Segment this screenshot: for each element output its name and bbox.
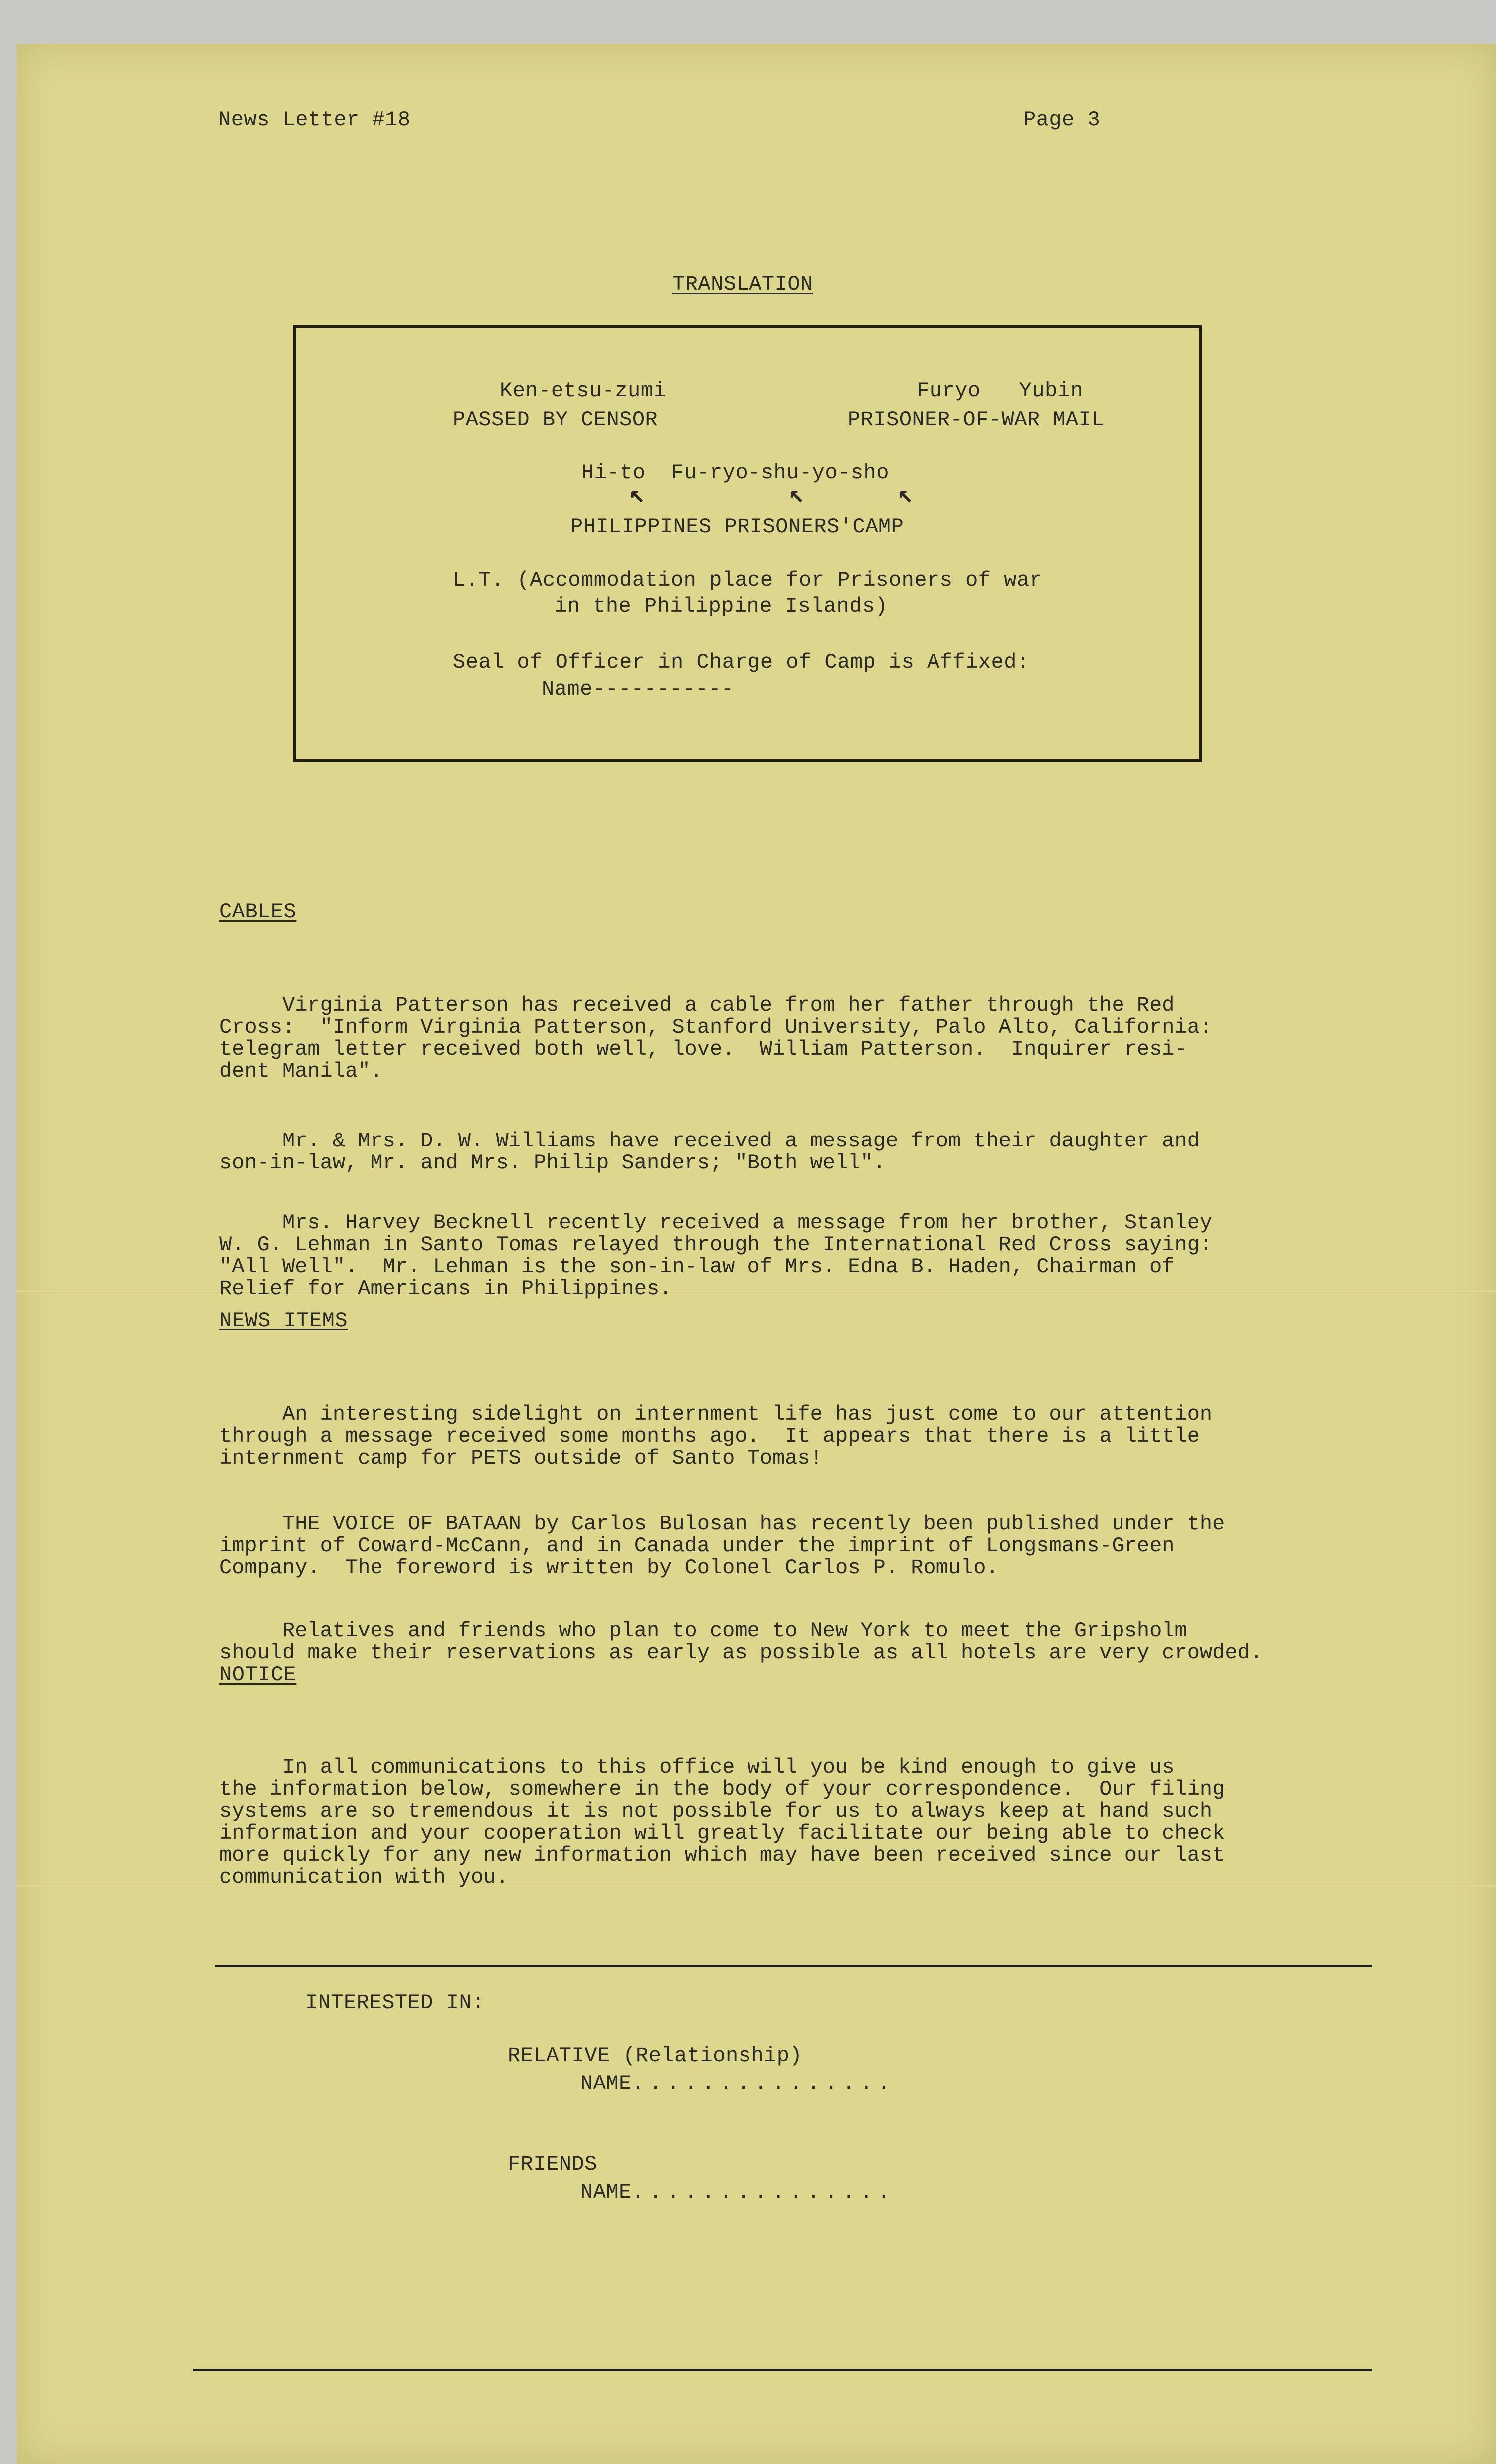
lt-description-line2: in the Philippine Islands)	[555, 594, 888, 618]
news-paragraph: An interesting sidelight on internment life has just come to our attention through a message received some months ago. It appears that there is a little internment camp for PETS outside of Santo Tomas!	[219, 1402, 1213, 1470]
notice-paragraph: In all communications to this office will you be kind enough to give us the information below, somewhere in the body of your correspondence. Our filing systems are so tremendous it is not possible for us to always keep at hand such information and your cooperation will greatly facilitate our being able to check more quickly for any new information which may have been received since our last communication with you.	[219, 1755, 1225, 1889]
divider-bottom	[193, 2369, 1372, 2371]
interested-in-label: INTERESTED IN:	[305, 1991, 485, 2015]
news-items-heading: NEWS ITEMS	[219, 1309, 348, 1332]
seal-line: Seal of Officer in Charge of Camp is Affixed:	[453, 650, 1030, 674]
newsletter-title: News Letter #18	[218, 108, 411, 132]
translation-heading: TRANSLATION	[672, 272, 813, 296]
camp-japanese: Hi-to Fu-ryo-shu-yo-sho	[581, 461, 889, 485]
notice-heading: NOTICE	[219, 1663, 297, 1687]
news-paragraph: THE VOICE OF BATAAN by Carlos Bulosan has recently been published under the imprint of Coward-McCann, and in Canada under the imprint of Longsmans-Green Company. The foreword is written by Colonel Carlos P. Romulo.	[219, 1512, 1225, 1580]
cable-paragraph: Virginia Patterson has received a cable from her father through the Red Cross: "Inform Virginia Patterson, Stanford University, Palo Alto, California: telegram letter received both well, love. William Patterson. Inquirer resi- dent Manila".	[219, 993, 1213, 1083]
arrow-icon: ↖	[789, 481, 805, 510]
relative-name-field: NAME...............	[580, 2072, 895, 2095]
friends-label: FRIENDS	[508, 2152, 597, 2176]
divider-top	[215, 1965, 1372, 1967]
arrow-icon: ↖	[629, 481, 645, 510]
arrow-icon: ↖	[898, 481, 914, 510]
lt-description-line1: L.T. (Accommodation place for Prisoners of war	[453, 569, 1043, 592]
pow-mail-english: PRISONER-OF-WAR MAIL	[848, 408, 1105, 432]
censor-english: PASSED BY CENSOR	[453, 408, 658, 432]
page-number: Page 3	[1023, 108, 1101, 132]
seal-name-line: Name-----------	[542, 677, 734, 701]
pow-mail-japanese: Furyo Yubin	[917, 379, 1084, 403]
news-paragraph: Relatives and friends who plan to come to New York to meet the Gripsholm should make their reservations as early as possible as all hotels are very crowded.	[219, 1619, 1263, 1665]
censor-japanese: Ken-etsu-zumi	[500, 379, 667, 403]
friends-name-field: NAME...............	[580, 2180, 895, 2204]
cables-heading: CABLES	[219, 900, 297, 924]
cable-paragraph: Mr. & Mrs. D. W. Williams have received a message from their daughter and son-in-law, Mr. and Mrs. Philip Sanders; "Both well".	[219, 1129, 1200, 1175]
camp-english: PHILIPPINES PRISONERS'CAMP	[570, 515, 904, 539]
cable-paragraph: Mrs. Harvey Becknell recently received a message from her brother, Stanley W. G. Lehman in Santo Tomas relayed through the International Red Cross saying: "All Well". Mr. Lehman is the son-in-law of Mrs. Edna B. Haden, Chairman of Relief for Americans in Philippines.	[219, 1211, 1213, 1301]
relative-label: RELATIVE (Relationship)	[508, 2044, 803, 2068]
